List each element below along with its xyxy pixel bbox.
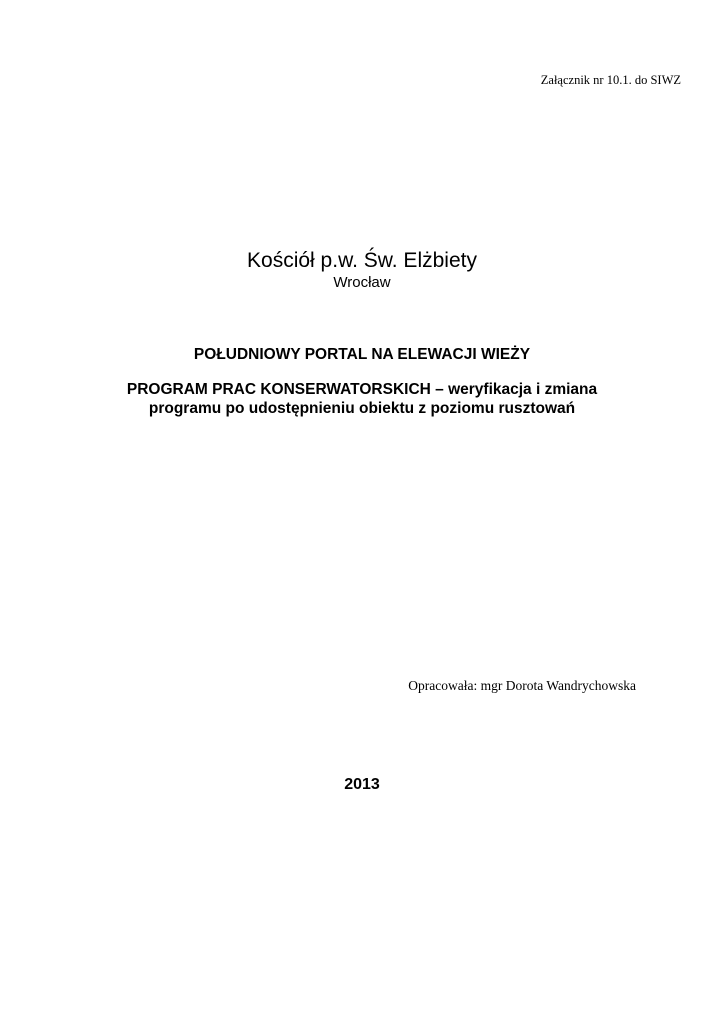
program-title-line-2: programu po udostępnieniu obiektu z poziomu rusztowań (148, 400, 576, 417)
program-title-line-1: PROGRAM PRAC KONSERWATORSKICH – weryfikacja i zmiana (126, 381, 598, 398)
portal-heading: POŁUDNIOWY PORTAL NA ELEWACJI WIEŻY (193, 346, 531, 363)
church-name: Kościół p.w. Św. Elżbiety (247, 249, 477, 272)
document-year: 2013 (344, 776, 380, 793)
prepared-by: Opracowała: mgr Dorota Wandrychowska (408, 678, 636, 693)
city-name: Wrocław (333, 274, 391, 291)
program-title (0, 380, 724, 418)
annex-label: Załącznik nr 10.1. do SIWZ (540, 73, 681, 87)
